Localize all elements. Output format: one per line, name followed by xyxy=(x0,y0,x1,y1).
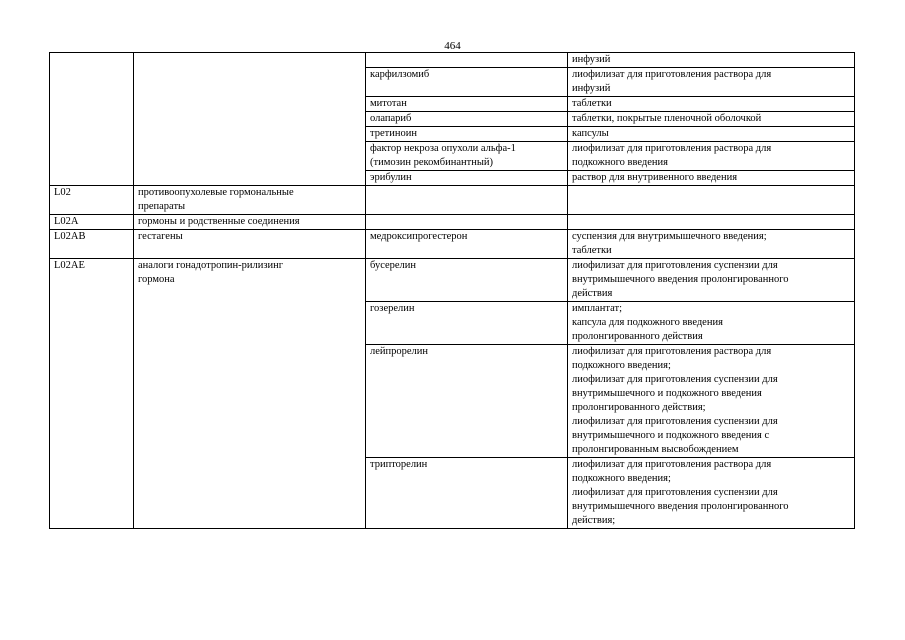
drug-name-line: трипторелин xyxy=(370,459,428,470)
dosage-form-cell xyxy=(568,171,855,186)
drug-name-cell xyxy=(366,458,568,529)
dosage-form-line: капсулы xyxy=(572,128,609,139)
dosage-form-cell xyxy=(568,186,855,215)
atc-group-cell xyxy=(134,215,366,230)
drug-name-line: гозерелин xyxy=(370,303,415,314)
dosage-form-line: имплантат; xyxy=(572,303,623,314)
drug-name-cell xyxy=(366,68,568,97)
table-row xyxy=(50,53,855,68)
dosage-form-line: действия; xyxy=(572,515,616,526)
dosage-form-cell xyxy=(568,230,855,259)
drug-name-cell xyxy=(366,112,568,127)
table-body xyxy=(50,53,855,529)
table-row xyxy=(50,259,855,302)
drug-name-line xyxy=(370,186,563,200)
dosage-form-cell xyxy=(568,53,855,68)
page-number: 464 xyxy=(444,40,461,52)
atc-group-line: препараты xyxy=(138,201,186,212)
atc-code: L02AB xyxy=(54,231,86,242)
drug-name-cell xyxy=(366,302,568,345)
dosage-form-line: лиофилизат для приготовления суспензии для xyxy=(572,260,778,271)
atc-group-cell xyxy=(134,259,366,529)
table-row xyxy=(50,215,855,230)
drug-name-line: медроксипрогестерон xyxy=(370,231,468,242)
atc-code-cell xyxy=(50,230,134,259)
dosage-form-line: лиофилизат для приготовления суспензии для xyxy=(572,487,778,498)
dosage-form-line: пролонгированного действия xyxy=(572,331,703,342)
dosage-form-cell xyxy=(568,112,855,127)
atc-group-line: гормоны и родственные соединения xyxy=(138,216,300,227)
dosage-form-line: подкожного введения xyxy=(572,157,668,168)
dosage-form-line: подкожного введения; xyxy=(572,473,671,484)
dosage-form-line: инфузий xyxy=(572,83,611,94)
dosage-form-cell xyxy=(568,458,855,529)
dosage-form-line: подкожного введения; xyxy=(572,360,671,371)
table-row xyxy=(50,230,855,259)
drug-name-cell xyxy=(366,345,568,458)
atc-group-cell xyxy=(134,230,366,259)
dosage-form-line: таблетки xyxy=(572,98,612,109)
drug-name-line: бусерелин xyxy=(370,260,417,271)
drug-name-cell xyxy=(366,259,568,302)
dosage-form-line: лиофилизат для приготовления раствора для xyxy=(572,69,772,80)
drug-name-cell xyxy=(366,230,568,259)
drug-name-cell xyxy=(366,53,568,68)
dosage-form-line xyxy=(572,215,850,229)
dosage-form-line: пролонгированным высвобождением xyxy=(572,444,739,455)
atc-code-cell xyxy=(50,53,134,186)
drug-name-line: фактор некроза опухоли альфа-1 xyxy=(370,143,516,154)
atc-code: L02A xyxy=(54,216,79,227)
dosage-form-cell xyxy=(568,97,855,112)
dosage-form-line: лиофилизат для приготовления раствора для xyxy=(572,143,772,154)
dosage-form-cell xyxy=(568,127,855,142)
drug-name-line xyxy=(370,215,563,229)
dosage-form-line xyxy=(572,186,850,200)
dosage-form-line: лиофилизат для приготовления раствора для xyxy=(572,459,772,470)
dosage-form-line: внутримышечного и подкожного введения с xyxy=(572,430,770,441)
atc-group-line: противоопухолевые гормональные xyxy=(138,187,294,198)
drug-classification-table xyxy=(49,52,855,529)
drug-name-line: (тимозин рекомбинантный) xyxy=(370,157,494,168)
dosage-form-line: внутримышечного введения пролонгированного xyxy=(572,274,789,285)
drug-name-line: лейпрорелин xyxy=(370,346,429,357)
atc-group-line: аналоги гонадотропин-рилизинг xyxy=(138,260,284,271)
atc-group-line: гестагены xyxy=(138,231,183,242)
drug-name-line: эрибулин xyxy=(370,172,412,183)
atc-code-cell xyxy=(50,259,134,529)
dosage-form-line: лиофилизат для приготовления суспензии для xyxy=(572,416,778,427)
drug-name-cell xyxy=(366,186,568,215)
drug-name-cell xyxy=(366,127,568,142)
dosage-form-line: внутримышечного введения пролонгированного xyxy=(572,501,789,512)
dosage-form-line: действия xyxy=(572,288,613,299)
drug-name-cell xyxy=(366,97,568,112)
drug-name-cell xyxy=(366,142,568,171)
atc-code-cell xyxy=(50,215,134,230)
atc-code: L02AE xyxy=(54,260,85,271)
dosage-form-line: капсула для подкожного введения xyxy=(572,317,723,328)
dosage-form-cell xyxy=(568,345,855,458)
dosage-form-line: лиофилизат для приготовления суспензии для xyxy=(572,374,778,385)
dosage-form-cell xyxy=(568,215,855,230)
atc-group-line: гормона xyxy=(138,274,175,285)
drug-name-line xyxy=(370,53,563,67)
drug-name-line: карфилзомиб xyxy=(370,69,430,80)
dosage-form-line: раствор для внутривенного введения xyxy=(572,172,738,183)
dosage-form-line: внутримышечного и подкожного введения xyxy=(572,388,762,399)
atc-group-cell xyxy=(134,53,366,186)
dosage-form-line: лиофилизат для приготовления раствора для xyxy=(572,346,772,357)
drug-name-line: третиноин xyxy=(370,128,417,139)
atc-code-cell xyxy=(50,186,134,215)
dosage-form-line: суспензия для внутримышечного введения; xyxy=(572,231,767,242)
drug-name-cell xyxy=(366,171,568,186)
dosage-form-cell xyxy=(568,302,855,345)
drug-name-cell xyxy=(366,215,568,230)
dosage-form-line: пролонгированного действия; xyxy=(572,402,706,413)
dosage-form-cell xyxy=(568,259,855,302)
atc-group-cell xyxy=(134,186,366,215)
dosage-form-line: таблетки, покрытые пленочной оболочкой xyxy=(572,113,762,124)
drug-name-line: олапариб xyxy=(370,113,412,124)
dosage-form-cell xyxy=(568,142,855,171)
dosage-form-line: таблетки xyxy=(572,245,612,256)
dosage-form-line: инфузий xyxy=(572,54,611,65)
drug-name-line: митотан xyxy=(370,98,407,109)
atc-code: L02 xyxy=(54,187,71,198)
table-row xyxy=(50,186,855,215)
dosage-form-cell xyxy=(568,68,855,97)
